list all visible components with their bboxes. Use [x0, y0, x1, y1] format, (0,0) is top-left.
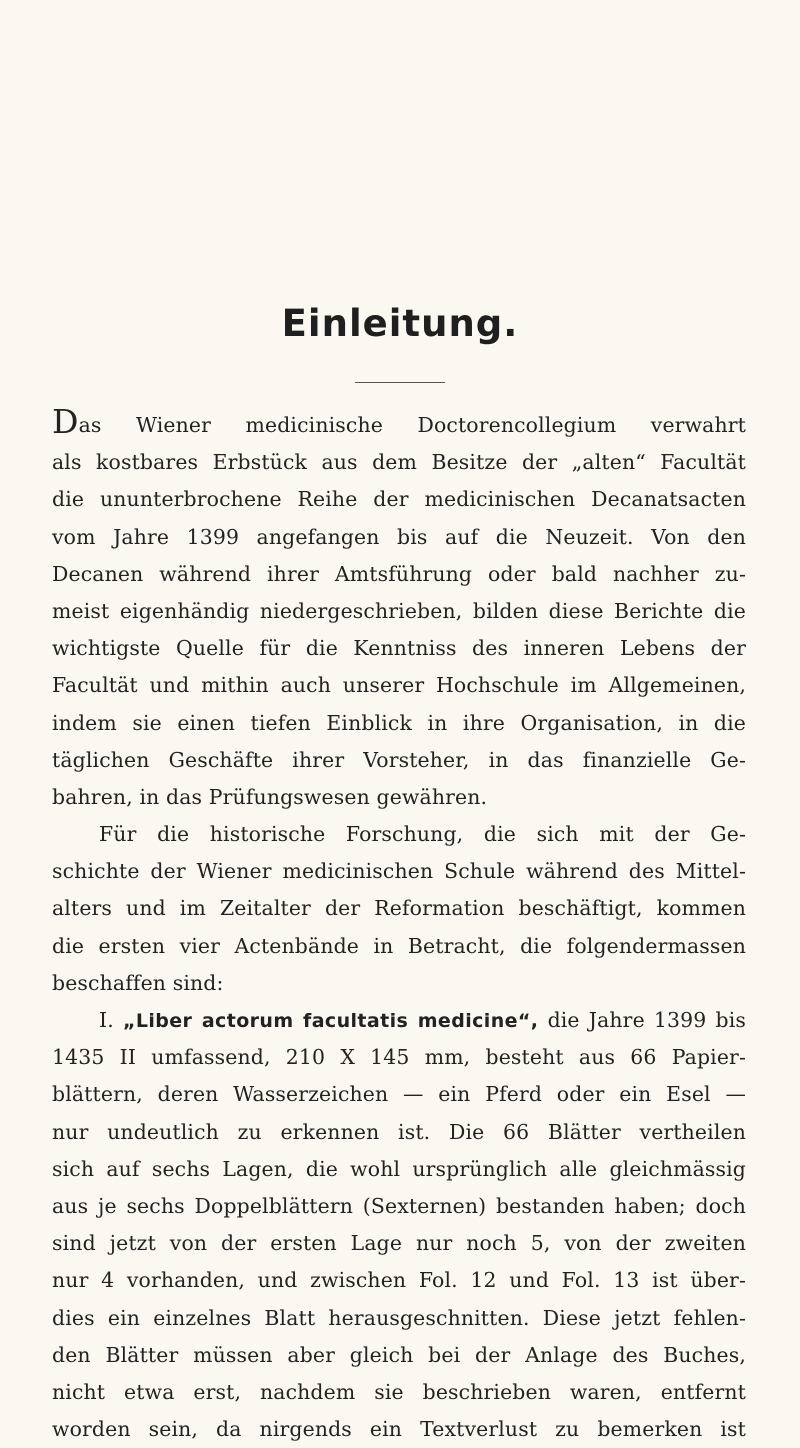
text-line: Facultät und mithin auch unserer Hochschule im Allgemeinen, — [52, 673, 746, 698]
text-line: dies ein einzelnes Blatt herausgeschnitten. Diese jetzt fehlen- — [52, 1305, 746, 1330]
text-line: nur undeutlich zu erkennen ist. Die 66 Blätter vertheilen — [52, 1119, 746, 1144]
chapter-heading: Einleitung. — [281, 302, 519, 345]
text-line: sind jetzt von der ersten Lage nur noch 5, von der zweiten — [52, 1231, 746, 1256]
text-line: täglichen Geschäfte ihrer Vorsteher, in das finanzielle Ge- — [52, 747, 746, 772]
text-line: Das Wiener medicinische Doctorencollegium verwahrt — [52, 402, 746, 441]
text-line: worden sein, da nirgends ein Textverlust zu bemerken ist — [52, 1417, 746, 1442]
text-line: I. „Liber actorum facultatis medicine“, die Jahre 1399 bis — [99, 1008, 747, 1032]
text-line: die ununterbrochene Reihe der medicinischen Decanatsacten — [52, 487, 746, 512]
title-phrase: „Liber actorum facultatis medicine“, — [122, 1010, 539, 1032]
text-line: schichte der Wiener medicinischen Schule während des Mittel- — [52, 859, 746, 884]
text-line: Decanen während ihrer Amtsführung oder bald nachher zu- — [52, 561, 746, 586]
text-line: nur 4 vorhanden, und zwischen Fol. 12 und Fol. 13 ist über- — [52, 1268, 746, 1293]
text-line: vom Jahre 1399 angefangen bis auf die Neuzeit. Von den — [52, 524, 746, 549]
text-line: Für die historische Forschung, die sich mit der Ge- — [99, 822, 746, 847]
text-line: beschaffen sind: — [52, 970, 224, 995]
initial-letter: D — [52, 402, 79, 441]
text-line: als kostbares Erbstück aus dem Besitze der „alten“ Facultät — [52, 450, 746, 475]
heading-divider — [355, 382, 445, 383]
text-line: meist eigenhändig niedergeschrieben, bilden diese Berichte die — [52, 598, 746, 623]
text-line: den Blätter müssen aber gleich bei der Anlage des Buches, — [52, 1342, 746, 1367]
text-line: wichtigste Quelle für die Kenntniss des inneren Lebens der — [52, 636, 746, 661]
text-line: blättern, deren Wasserzeichen — ein Pferd oder ein Esel — — [52, 1082, 746, 1107]
text-line: indem sie einen tiefen Einblick in ihre Organisation, in die — [52, 710, 746, 735]
text-line: 1435 II umfassend, 210 X 145 mm, besteht aus 66 Papier- — [52, 1045, 746, 1070]
text-line: nicht etwa erst, nachdem sie beschrieben waren, entfernt — [52, 1379, 746, 1404]
text-line: bahren, in das Prüfungswesen gewähren. — [52, 784, 488, 809]
text-line: alters und im Zeitalter der Reformation beschäftigt, kommen — [52, 896, 746, 921]
text-line: sich auf sechs Lagen, die wohl ursprünglich alle gleichmässig — [52, 1156, 746, 1181]
text-line: die ersten vier Actenbände in Betracht, die folgendermassen — [52, 933, 746, 958]
body-text — [52, 402, 747, 1448]
text-line: aus je sechs Doppelblättern (Sexternen) bestanden haben; doch — [52, 1193, 746, 1218]
